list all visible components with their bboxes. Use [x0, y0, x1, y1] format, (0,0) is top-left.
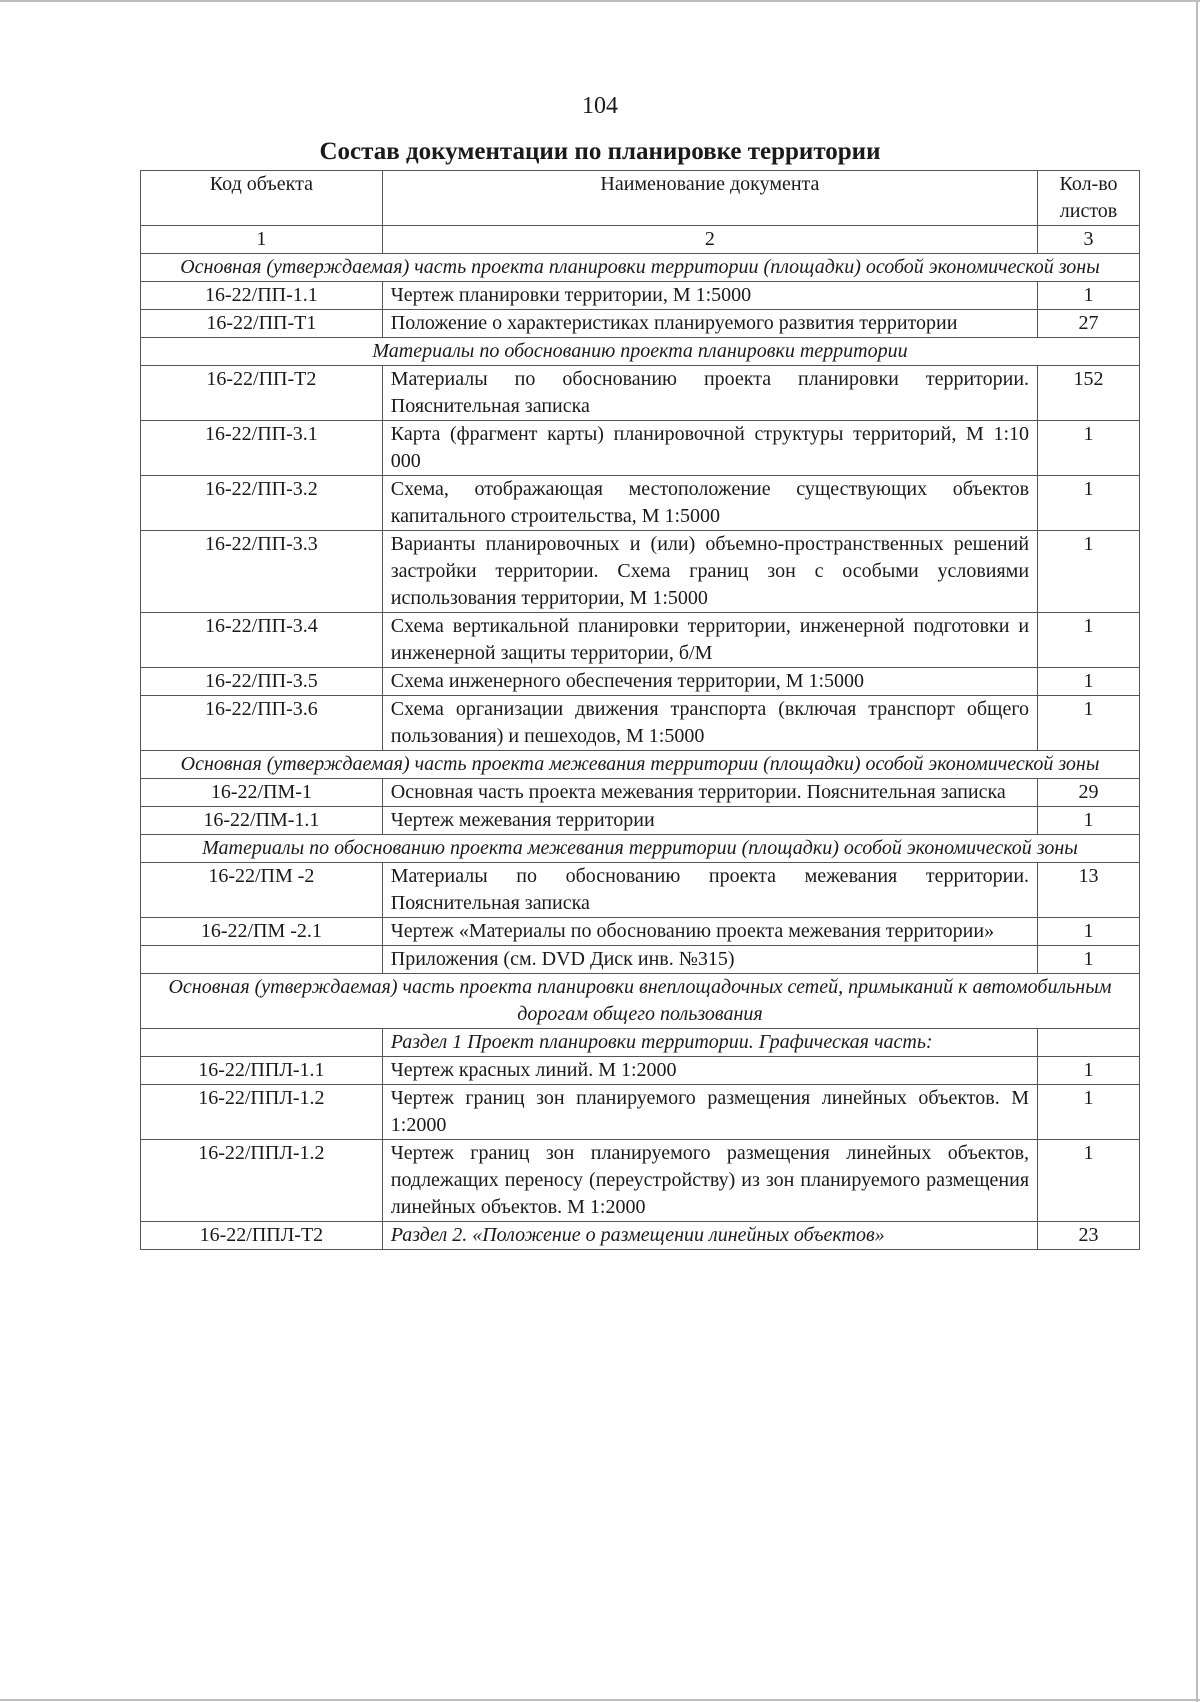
- sheet-count: 152: [1038, 366, 1140, 421]
- header-code: Код объекта: [141, 171, 383, 226]
- table-row: [141, 779, 1140, 807]
- object-code: 16-22/ППЛ-Т2: [141, 1222, 383, 1250]
- object-code: 16-22/ПМ-1: [141, 779, 383, 807]
- object-code: 16-22/ПП-3.1: [141, 421, 383, 476]
- table-row: [141, 918, 1140, 946]
- sheet-count: 1: [1038, 282, 1140, 310]
- object-code: 16-22/ПП-Т2: [141, 366, 383, 421]
- sheet-count: 1: [1038, 918, 1140, 946]
- sheet-count: 1: [1038, 613, 1140, 668]
- sheet-count: 1: [1038, 668, 1140, 696]
- table-row: [141, 807, 1140, 835]
- document-name: Схема инженерного обеспечения территории, М 1:5000: [382, 668, 1037, 696]
- object-code: 16-22/ПП-Т1: [141, 310, 383, 338]
- table-row: [141, 613, 1140, 668]
- sheet-count: 1: [1038, 1057, 1140, 1085]
- section-row: [141, 974, 1140, 1029]
- header-name: Наименование документа: [382, 171, 1037, 226]
- object-code: 16-22/ПП-1.1: [141, 282, 383, 310]
- section-row: [141, 835, 1140, 863]
- sheet-count: 1: [1038, 1085, 1140, 1140]
- sheet-count: 1: [1038, 421, 1140, 476]
- table-row: [141, 1222, 1140, 1250]
- table-row: [141, 1057, 1140, 1085]
- sheet-count: 1: [1038, 946, 1140, 974]
- object-code: 16-22/ПП-3.3: [141, 531, 383, 613]
- document-name: Чертеж границ зон планируемого размещения линейных объектов, подлежащих переносу (переустройству) из зон планируемого размещения линейных объектов. М 1:2000: [382, 1140, 1037, 1222]
- section-row: [141, 254, 1140, 282]
- document-name: Положение о характеристиках планируемого развития территории: [382, 310, 1037, 338]
- documents-table: [140, 170, 1140, 1250]
- document-name: Карта (фрагмент карты) планировочной структуры территорий, М 1:10 000: [382, 421, 1037, 476]
- document-name: Варианты планировочных и (или) объемно-пространственных решений застройки территории. Схема границ зон с особыми условиями использования территории, М 1:5000: [382, 531, 1037, 613]
- table-row: [141, 668, 1140, 696]
- column-number: 3: [1038, 226, 1140, 254]
- object-code: 16-22/ППЛ-1.2: [141, 1085, 383, 1140]
- section-heading: Материалы по обоснованию проекта межевания территории (площадки) особой экономической зоны: [141, 835, 1140, 863]
- object-code: 16-22/ППЛ-1.2: [141, 1140, 383, 1222]
- document-name: Чертеж межевания территории: [382, 807, 1037, 835]
- sheet-count: 23: [1038, 1222, 1140, 1250]
- section-row: [141, 751, 1140, 779]
- document-name: Материалы по обоснованию проекта планировки территории. Пояснительная записка: [382, 366, 1037, 421]
- document-name: Раздел 2. «Положение о размещении линейных объектов»: [382, 1222, 1037, 1250]
- header-count: Кол-во листов: [1038, 171, 1140, 226]
- column-number: 1: [141, 226, 383, 254]
- table-row: [141, 1085, 1140, 1140]
- table-row: [141, 476, 1140, 531]
- section-heading: Основная (утверждаемая) часть проекта межевания территории (площадки) особой экономической зоны: [141, 751, 1140, 779]
- document-name: Основная часть проекта межевания территории. Пояснительная записка: [382, 779, 1037, 807]
- table-row: [141, 696, 1140, 751]
- sheet-count: 13: [1038, 863, 1140, 918]
- table-body: [141, 254, 1140, 1250]
- table-row: [141, 531, 1140, 613]
- document-name: Приложения (см. DVD Диск инв. №315): [382, 946, 1037, 974]
- document-name: Чертеж красных линий. М 1:2000: [382, 1057, 1037, 1085]
- document-name: Материалы по обоснованию проекта межевания территории. Пояснительная записка: [382, 863, 1037, 918]
- document-name: Чертеж планировки территории, М 1:5000: [382, 282, 1037, 310]
- sheet-count: 27: [1038, 310, 1140, 338]
- section-row: [141, 338, 1140, 366]
- document-name: Чертеж границ зон планируемого размещения линейных объектов. М 1:2000: [382, 1085, 1037, 1140]
- sheet-count: 1: [1038, 696, 1140, 751]
- table-row: [141, 1029, 1140, 1057]
- sheet-count: 1: [1038, 1140, 1140, 1222]
- section-heading: Основная (утверждаемая) часть проекта планировки территории (площадки) особой экономической зоны: [141, 254, 1140, 282]
- document-name: Раздел 1 Проект планировки территории. Графическая часть:: [382, 1029, 1037, 1057]
- section-heading: Материалы по обоснованию проекта планировки территории: [141, 338, 1140, 366]
- object-code: [141, 946, 383, 974]
- table-row: [141, 421, 1140, 476]
- table-number-row: [141, 226, 1140, 254]
- object-code: 16-22/ПМ-1.1: [141, 807, 383, 835]
- object-code: 16-22/ПП-3.4: [141, 613, 383, 668]
- table-row: [141, 310, 1140, 338]
- document-name: Схема организации движения транспорта (включая транспорт общего пользования) и пешеходов, М 1:5000: [382, 696, 1037, 751]
- object-code: 16-22/ПП-3.2: [141, 476, 383, 531]
- table-row: [141, 282, 1140, 310]
- document-name: Схема, отображающая местоположение существующих объектов капитального строительства, М 1:5000: [382, 476, 1037, 531]
- table-row: [141, 946, 1140, 974]
- object-code: 16-22/ПМ -2: [141, 863, 383, 918]
- table-row: [141, 1140, 1140, 1222]
- object-code: 16-22/ПП-3.5: [141, 668, 383, 696]
- document-name: Чертеж «Материалы по обоснованию проекта межевания территории»: [382, 918, 1037, 946]
- section-heading: Основная (утверждаемая) часть проекта планировки внеплощадочных сетей, примыканий к автомобильным дорогам общего пользования: [141, 974, 1140, 1029]
- sheet-count: 1: [1038, 531, 1140, 613]
- document-name: Схема вертикальной планировки территории, инженерной подготовки и инженерной защиты территории, б/М: [382, 613, 1037, 668]
- object-code: 16-22/ПМ -2.1: [141, 918, 383, 946]
- object-code: 16-22/ППЛ-1.1: [141, 1057, 383, 1085]
- object-code: 16-22/ПП-3.6: [141, 696, 383, 751]
- page-number: 104: [582, 93, 618, 119]
- table-row: [141, 863, 1140, 918]
- column-number: 2: [382, 226, 1037, 254]
- sheet-count: 29: [1038, 779, 1140, 807]
- table-header-row: [141, 171, 1140, 226]
- table-row: [141, 366, 1140, 421]
- sheet-count: 1: [1038, 807, 1140, 835]
- sheet-count: 1: [1038, 476, 1140, 531]
- object-code: [141, 1029, 383, 1057]
- sheet-count: [1038, 1029, 1140, 1057]
- page-title: Состав документации по планировке территории: [319, 138, 881, 165]
